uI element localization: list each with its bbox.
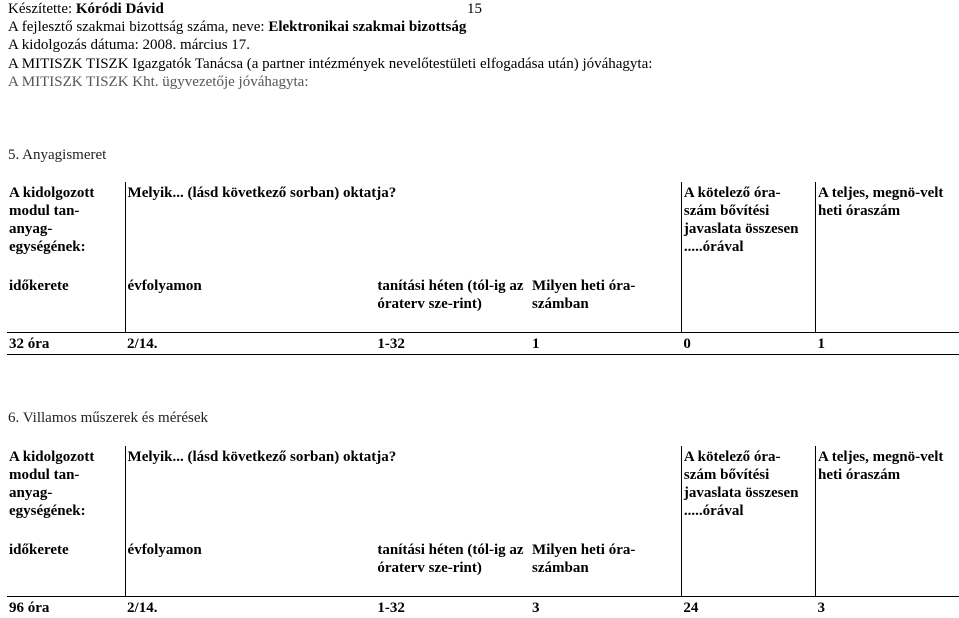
sub-time-frame: időkerete [7, 539, 125, 597]
cell-hours: 96 óra [7, 597, 125, 618]
sub-week: tanítási héten (tól-ig az óraterv sze-rint) [377, 542, 524, 576]
sub-weekly-hours: Milyen heti óra-számban [532, 542, 636, 576]
cell-extension: 24 [681, 597, 815, 618]
page-number: 15 [467, 1, 482, 17]
date-line: A kidolgozás dátuma: 2008. március 17. [8, 37, 251, 53]
approval-line-2: A MITISZK TISZK Kht. ügyvezetője jóváhagyta: [8, 74, 309, 90]
schedule-table [7, 446, 959, 618]
cell-extension: 0 [681, 333, 815, 355]
cell-weekly: 1 [530, 333, 681, 355]
author-name: Kóródi Dávid [75, 1, 164, 17]
cell-weekly: 3 [530, 597, 681, 618]
section-title: 5. Anyagismeret [8, 147, 107, 163]
header-which-teaches: Melyik... (lásd következő sorban) oktatja? [127, 449, 397, 465]
committee-name: Elektronikai szakmai bizottság [268, 19, 467, 35]
header-which-teaches: Melyik... (lásd következő sorban) oktatja? [127, 185, 397, 201]
author-label: Készítette: [8, 1, 73, 17]
sub-time-frame: időkerete [7, 275, 125, 333]
header-module-unit: A kidolgozott modul tan-anyag-egységének: [7, 182, 125, 275]
sub-year: évfolyamon [127, 542, 202, 558]
sub-year: évfolyamon [127, 278, 202, 294]
cell-total: 3 [816, 597, 959, 618]
cell-weeks: 1-32 [375, 333, 530, 355]
cell-year: 2/14. [125, 597, 375, 618]
header-module-unit: A kidolgozott modul tan-anyag-egységének: [7, 446, 125, 539]
cell-total: 1 [816, 333, 959, 355]
header-total: A teljes, megnö-velt heti óraszám [816, 446, 959, 597]
approval-line-1: A MITISZK TISZK Igazgatók Tanácsa (a partner intézmények nevelőtestületi elfogadása után) jóváhagyta: [8, 56, 653, 72]
committee-label: A fejlesztő szakmai bizottság száma, neve: [8, 19, 265, 35]
sub-weekly-hours: Milyen heti óra-számban [532, 278, 636, 312]
author-line [8, 0, 164, 18]
cell-hours: 32 óra [7, 333, 125, 355]
cell-year: 2/14. [125, 333, 375, 355]
section-title: 6. Villamos műszerek és mérések [8, 410, 209, 426]
cell-weeks: 1-32 [375, 597, 530, 618]
committee-line [8, 18, 466, 36]
header-total: A teljes, megnö-velt heti óraszám [816, 182, 959, 333]
header-extension: A kötelező óra-szám bővítési javaslata összesen .....órával [681, 182, 815, 333]
sub-week: tanítási héten (tól-ig az óraterv sze-rint) [377, 278, 524, 312]
header-extension: A kötelező óra-szám bővítési javaslata összesen .....órával [681, 446, 815, 597]
schedule-table [7, 182, 959, 355]
